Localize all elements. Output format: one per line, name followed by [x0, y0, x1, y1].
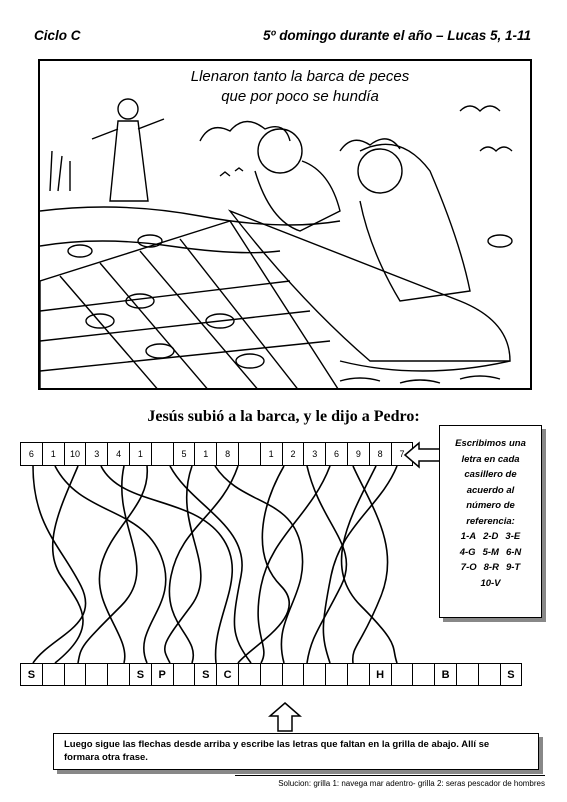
key-text-5: número de: [466, 500, 515, 511]
caption-line-2: que por poco se hundía: [221, 88, 379, 105]
grid-cell[interactable]: 1: [42, 442, 65, 466]
key-entry: 3-E: [505, 531, 521, 542]
key-entry: 1-A: [460, 531, 477, 542]
fishing-scene-drawing: [40, 61, 532, 390]
grid-cell[interactable]: 1: [260, 442, 283, 466]
grid-cell[interactable]: [107, 663, 130, 686]
key-entry: 10-V: [480, 577, 501, 589]
key-entry: 6-N: [505, 546, 522, 558]
grid-cell[interactable]: 7: [391, 442, 414, 466]
grid-cell[interactable]: 6: [20, 442, 43, 466]
key-entry: 8-R: [483, 562, 499, 573]
grid-cell[interactable]: S: [20, 663, 43, 686]
arrow-left-icon: [403, 440, 443, 470]
grid-cell[interactable]: 4: [107, 442, 130, 466]
grid-cell[interactable]: S: [194, 663, 217, 686]
key-row: [440, 576, 541, 592]
follow-lines-instruction: [53, 733, 539, 770]
liturgy-reference: 5º domingo durante el año – Lucas 5, 1-11: [263, 28, 531, 43]
grid-cell[interactable]: S: [129, 663, 152, 686]
grid-cell[interactable]: [412, 663, 435, 686]
key-text-6: referencia:: [466, 515, 515, 527]
solution-text: Solucion: grilla 1: navega mar adentro- grilla 2: seras pescador de hombres: [278, 779, 545, 788]
scene-caption: [160, 67, 440, 107]
key-text-1: Escribimos una: [455, 438, 526, 449]
grid-cell[interactable]: [456, 663, 479, 686]
grid-cell[interactable]: [238, 663, 261, 686]
grid-cell[interactable]: 8: [369, 442, 392, 466]
grid-cell[interactable]: 5: [173, 442, 196, 466]
key-row: [440, 529, 541, 545]
line-maze: [21, 466, 404, 663]
key-entry: 7-O: [460, 562, 477, 573]
grid-cell[interactable]: [260, 663, 283, 686]
cycle-label: Ciclo C: [34, 28, 81, 43]
grid-cell[interactable]: P: [151, 663, 174, 686]
key-entry: 4-G: [459, 546, 476, 558]
key-entry: 9-T: [505, 562, 521, 573]
grid-cell[interactable]: B: [434, 663, 457, 686]
instruction-line-1: Luego sigue las flechas desde arriba y escribe las letras que faltan en la grilla de abajo. Allí se: [64, 739, 490, 750]
caption-line-1: Llenaron tanto la barca de peces: [190, 68, 410, 85]
grid-cell[interactable]: [325, 663, 348, 686]
grid-cell[interactable]: [42, 663, 65, 686]
grid-cell[interactable]: 1: [194, 442, 217, 466]
number-code-grid: [21, 442, 413, 466]
grid-cell[interactable]: H: [369, 663, 392, 686]
grid-cell[interactable]: [303, 663, 326, 686]
grid-cell[interactable]: 8: [216, 442, 239, 466]
grid-cell[interactable]: S: [500, 663, 523, 686]
grid-cell[interactable]: [85, 663, 108, 686]
grid-cell[interactable]: [478, 663, 501, 686]
grid-cell[interactable]: 3: [303, 442, 326, 466]
grid-cell[interactable]: 1: [129, 442, 152, 466]
key-text-2: letra en cada: [461, 453, 520, 465]
key-text-4: acuerdo al: [466, 484, 515, 496]
grid-cell[interactable]: [151, 442, 174, 466]
grid-cell[interactable]: [64, 663, 87, 686]
key-row: [440, 560, 541, 576]
key-row: [440, 545, 541, 561]
divider: [235, 775, 545, 776]
grid-cell[interactable]: 2: [282, 442, 305, 466]
grid-cell[interactable]: [173, 663, 196, 686]
key-entry: 5-M: [482, 546, 499, 558]
grid-cell[interactable]: [282, 663, 305, 686]
grid-cell[interactable]: C: [216, 663, 239, 686]
grid-cell[interactable]: 3: [85, 442, 108, 466]
letter-answer-grid: [21, 663, 522, 686]
grid-cell[interactable]: [347, 663, 370, 686]
puzzle-title: Jesús subió a la barca, y le dijo a Pedro:: [147, 408, 420, 425]
arrow-up-icon: [268, 701, 302, 733]
grid-cell[interactable]: 6: [325, 442, 348, 466]
coloring-illustration: [38, 59, 532, 390]
key-text-3: casillero de: [464, 469, 517, 480]
instruction-line-2: formara otra frase.: [64, 752, 148, 763]
grid-cell[interactable]: [391, 663, 414, 686]
grid-cell[interactable]: 9: [347, 442, 370, 466]
key-entry: 2-D: [483, 531, 499, 542]
grid-cell[interactable]: [238, 442, 261, 466]
reference-key-box: [439, 425, 542, 618]
grid-cell[interactable]: 10: [64, 442, 87, 466]
